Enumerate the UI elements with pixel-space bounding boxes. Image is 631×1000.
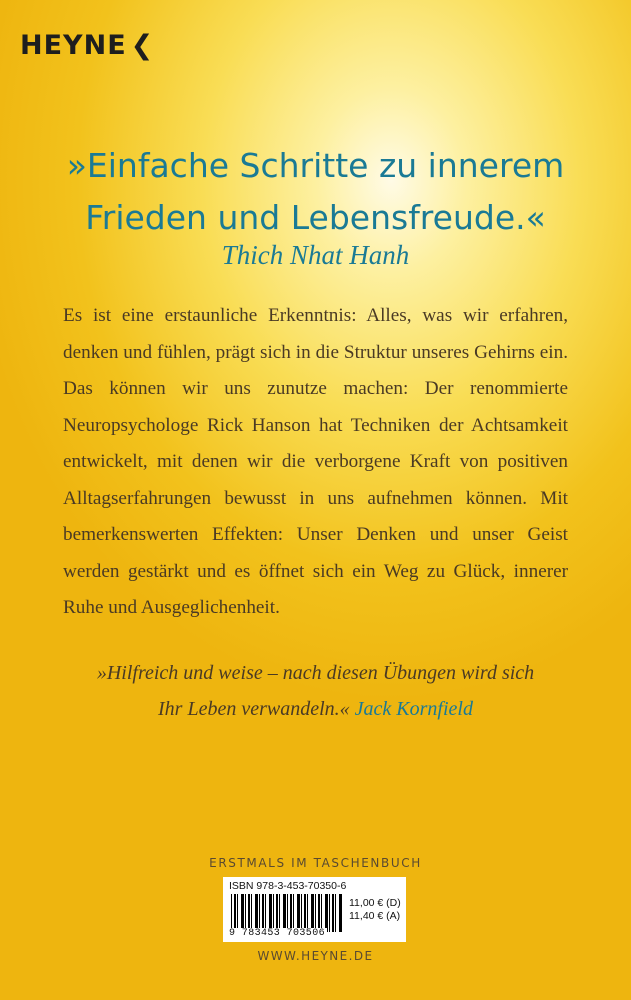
quote-author: Thich Nhat Hanh [221, 240, 410, 270]
price-austria: 11,40 € (A) [349, 910, 401, 922]
quote-line-1: »Einfache Schritte zu innerem [66, 146, 565, 185]
publisher-logo [20, 30, 154, 61]
barcode-icon [231, 894, 343, 932]
blurb-author: Jack Kornfield [354, 698, 473, 720]
blurb-line-1: »Hilfreich und weise – nach diesen Übungen wird sich [96, 662, 535, 684]
price-germany: 11,00 € (D) [349, 897, 401, 909]
isbn-text: ISBN 978-3-453-70350-6 [229, 880, 347, 892]
publisher-website: WWW.HEYNE.DE [257, 949, 374, 963]
barcode-digits: 9 783453 703506 [229, 928, 326, 939]
edition-note: ERSTMALS IM TASCHENBUCH [209, 856, 422, 870]
quote-line-2: Frieden und Lebensfreude.« [85, 198, 546, 237]
barcode-label [223, 877, 406, 942]
blurb-line-2 [0, 698, 631, 721]
blurb-line-2-text: Ihr Leben verwandeln.« [158, 698, 350, 720]
description-text: Es ist eine erstaunliche Erkenntnis: Alles, was wir erfahren, denken und fühlen, prägt sich in die Struktur unseres Gehirns ein. Das können wir uns zunutze machen: Der renommierte Neuropsychologe Rick Hanson hat Techniken der Achtsamkeit entwickelt, mit denen wir die verborgene Kraft von positiven Alltagserfahrungen bewusst in uns aufnehmen können. Mit bemerkenswerten Effekten: Unser Denken und unser Geist werden gestärkt und es öffnet sich ein Weg zu Glück, innerer Ruhe und Ausgeglichenheit. [63, 305, 568, 618]
publisher-logo-text: HEYNE [20, 30, 127, 61]
chevron-left-icon: ❮ [130, 30, 155, 61]
